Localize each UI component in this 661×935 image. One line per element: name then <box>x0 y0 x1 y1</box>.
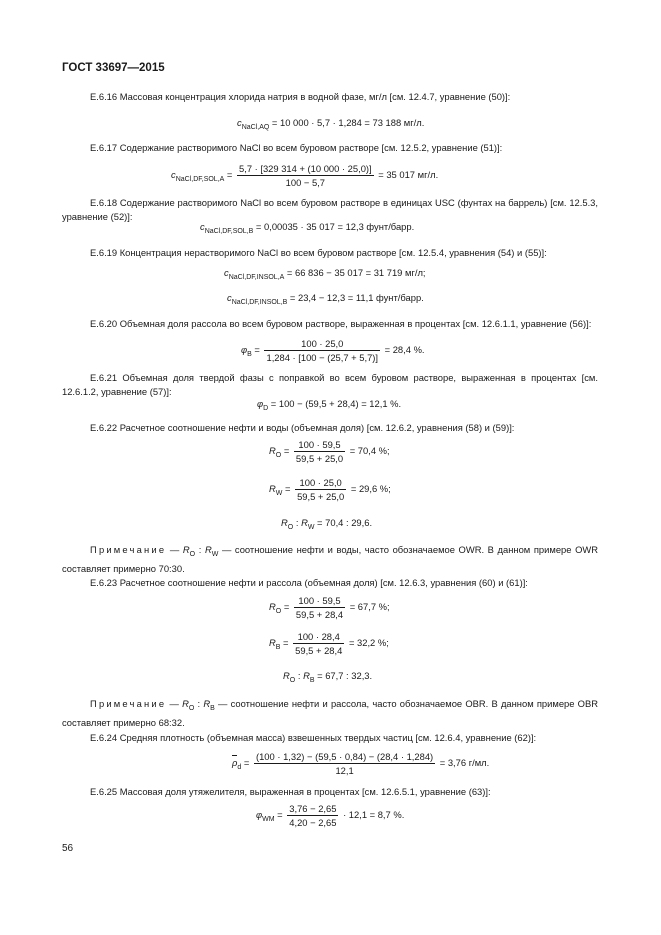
e618-equation: $c_{NaCl,DF,SOL,B} = 0,00035 \cdot 35$ 017 = 12,3 фунт/барр. <box>200 221 415 235</box>
e623-equation-rb: $R_B$ = $\frac{100 \cdot 28,4}{59,5 + 28,4}$ = 32,2 %; <box>269 631 389 656</box>
e622-equation-rw: $R_W$ = $\frac{100 \cdot 25,0}{59,5 + 25,0}$ = 29,6 %; <box>269 477 391 502</box>
e619-text: Е.6.19 Концентрация нерастворимого NaCl во всем буровом растворе [см. 12.5.4, уравнения (54) и (55)]: <box>90 247 547 258</box>
e624-equation: $\rho_d$ = $\frac{(100 \cdot 1,32) - (59,5 \cdot 0,84) - (28,4 \cdot 1,284)}{12,1}$ = 3,76 г/мл. <box>232 751 490 776</box>
e623-ratio: $R_O$ : $R_B = 67,7$ : 32,3. <box>283 670 373 684</box>
e618-text: Е.6.18 Содержание растворимого NaCl во всем буровом растворе в единицах USC (фунтах на баррель) [см. 12.5.3, уравнение (52)]: <box>62 197 598 222</box>
e623-equation-ro: $R_O$ = $\frac{100 \cdot 59,5}{59,5 + 28,4}$ = 67,7 %; <box>269 595 390 620</box>
note-label: Примечание <box>90 698 167 709</box>
page-number: 56 <box>62 843 74 854</box>
e617-text: Е.6.17 Содержание растворимого NaCl во всем буровом растворе [см. 12.5.2, уравнение (51)]: <box>90 142 503 153</box>
e622-ratio: $R_O$ : $R_W = 70,4$ : 29,6. <box>281 517 373 531</box>
e619-equation-b: $c_{NaCl,DF,INSOL,B} = 23,4 - 12,3 = 11,1$ фунт/барр. <box>227 292 424 306</box>
e621-text: Е.6.21 Объемная доля твердой фазы с поправкой во всем буровом растворе, выраженная в процентах [см. 12.6.1.2, уравнение (57)]: <box>62 372 598 397</box>
document-header: ГОСТ 33697—2015 <box>62 62 165 74</box>
e619-equation-a: $c_{NaCl,DF,INSOL,A} = 66$ 836 − 35 017 = 31 719 мг/л; <box>224 267 426 281</box>
e623-text: Е.6.23 Расчетное соотношение нефти и рассола (объемная доля) [см. 12.6.3, уравнения (60) и (61)]: <box>90 577 528 588</box>
note-label: Примечание <box>90 544 167 555</box>
e622-equation-ro: $R_O$ = $\frac{100 \cdot 59,5}{59,5 + 25,0}$ = 70,4 %; <box>269 439 390 464</box>
e620-text: Е.6.20 Объемная доля рассола во всем буровом растворе, выраженная в процентах [см. 12.6.1.1, уравнение (56)]: <box>90 318 592 329</box>
e625-text: Е.6.25 Массовая доля утяжелителя, выраженная в процентах [см. 12.6.5.1, уравнение (63)]: <box>90 786 491 797</box>
e624-text: Е.6.24 Средняя плотность (объемная масса) взвешенных твердых частиц [см. 12.6.4, уравнение (62)]: <box>90 732 537 743</box>
note-owr: Примечание — $R_O$ : $R_W$ — соотношение нефти и воды, часто обозначаемое OWR. В данном примере OWR составляет примерно 70:30. <box>62 544 598 574</box>
note-obr: Примечание — $R_O$ : $R_B$ — соотношение нефти и рассола, часто обозначаемое OBR. В данном примере OBR составляет примерно 68:32. <box>62 698 598 728</box>
e621-equation: $\varphi_D = 100 - (59,5 + 28,4) = 12,1$ %. <box>257 398 402 412</box>
e625-equation: $\varphi_{WM}$ = $\frac{3,76 - 2,65}{4,20 - 2,65}$ · 12,1 = 8,7 %. <box>256 803 405 828</box>
e616-equation: $c_{NaCl,AQ} = 10$ 000 · 5,7 · 1,284 = 73 188 мг/л. <box>237 117 425 131</box>
e622-text: Е.6.22 Расчетное соотношение нефти и воды (объемная доля) [см. 12.6.2, уравнения (58) и (59)]: <box>90 422 515 433</box>
e617-equation: $c_{NaCl,DF,SOL,A}$ = $\frac{5,7 \cdot [329 314 + (10 000 \cdot 25,0)]}{100 - 5,7}$ = 35 017 мг/л. <box>171 163 439 188</box>
e620-equation: $\varphi_B$ = $\frac{100 \cdot 25,0}{1,284 \cdot [100 - (25,7 + 5,7)]}$ = 28,4 %. <box>241 338 425 363</box>
e616-text: Е.6.16 Массовая концентрация хлорида натрия в водной фазе, мг/л [см. 12.4.7, уравнение (50)]: <box>90 91 511 102</box>
